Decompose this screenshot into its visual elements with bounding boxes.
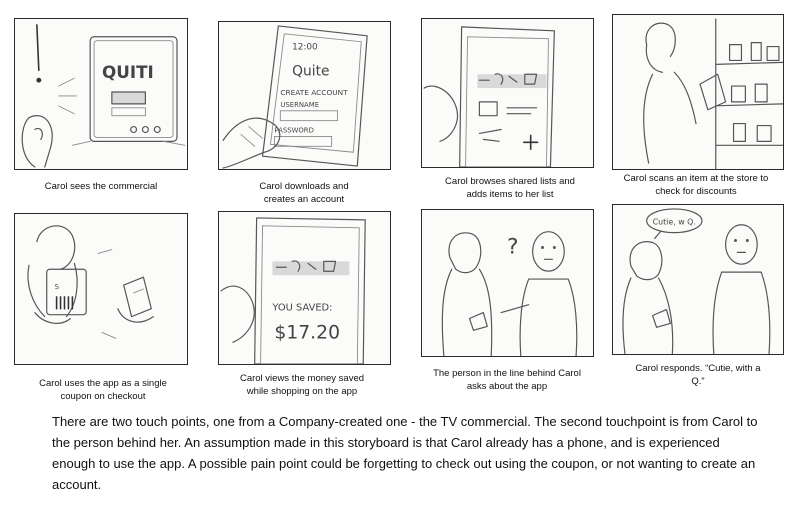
- tv-commercial-sketch: [15, 19, 187, 169]
- phone-title-sketch: Quite: [292, 63, 330, 80]
- browse-lists-sketch: [422, 19, 593, 167]
- panel-1-caption: Carol sees the commercial: [44, 181, 158, 192]
- panel-8-caption: Carol responds. “Cutie, with a Q.”: [635, 363, 761, 387]
- phone-time-sketch: 12:00: [292, 42, 318, 53]
- checkout-coupon-sketch: [15, 214, 187, 364]
- speech-bubble-sketch: Cutie, w Q.: [652, 217, 696, 227]
- panel-7-caption: The person in the line behind Carol asks about the app: [433, 368, 581, 392]
- tv-logo-sketch: QUITI: [101, 62, 154, 83]
- storyboard-panel-7: [421, 209, 594, 357]
- storyboard-panel-6: [218, 211, 391, 365]
- phone-username-sketch: USERNAME: [280, 100, 320, 109]
- saved-amount-sketch: $17.20: [274, 322, 341, 344]
- svg-text:S: S: [54, 283, 59, 291]
- carol-responds-sketch: [613, 205, 783, 354]
- panel-3-caption: Carol browses shared lists and adds items to her list: [445, 176, 575, 200]
- storyboard-panel-4: [612, 14, 784, 170]
- store-scan-sketch: [613, 15, 783, 169]
- storyboard-panel-8: [612, 204, 784, 355]
- question-mark-sketch: ?: [507, 234, 519, 260]
- phone-create-sketch: CREATE ACCOUNT: [280, 88, 348, 98]
- panel-5-caption: Carol uses the app as a single coupon on checkout: [39, 378, 167, 402]
- saved-label-sketch: YOU SAVED:: [272, 302, 333, 314]
- line-question-sketch: [422, 210, 593, 356]
- storyboard-panel-2: [218, 21, 391, 170]
- phone-password-sketch: PASSWORD: [274, 126, 314, 135]
- storyboard-panel-3: [421, 18, 594, 168]
- storyboard-panel-1: [14, 18, 188, 170]
- panel-6-caption: Carol views the money saved while shopping on the app: [239, 373, 365, 397]
- storyboard-panel-5: [14, 213, 188, 365]
- storyboard-description: There are two touch points, one from a Company-created one - the TV commercial. The second touchpoint is from Carol to the person behind her. An assumption made in this storyboard is that Carol already has a phone, and is experienced enough to use the app. A possible pain point could be forgetting to check out using the coupon, or not wanting to create an account.: [52, 414, 758, 492]
- phone-signup-sketch: [219, 22, 390, 169]
- money-saved-sketch: [219, 212, 390, 364]
- panel-4-caption: Carol scans an item at the store to check for discounts: [623, 173, 769, 197]
- panel-2-caption: Carol downloads and creates an account: [259, 181, 349, 205]
